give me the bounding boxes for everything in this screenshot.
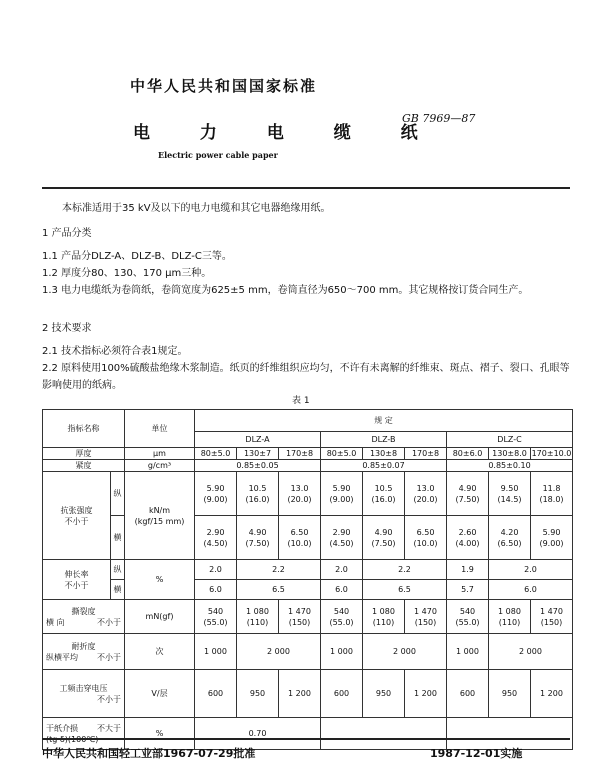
cell: 80±6.0: [447, 448, 489, 460]
cell: 1 000: [321, 634, 363, 670]
cell: 10.5 (16.0): [237, 472, 279, 516]
cell: 1 080 (110): [489, 600, 531, 634]
cell: 1 080 (110): [363, 600, 405, 634]
spec-table: [42, 409, 573, 750]
cell: 2 000: [363, 634, 447, 670]
row-unit: %: [125, 560, 195, 600]
row-label: 厚度: [43, 448, 125, 460]
effective-date: 1987-12-01实施: [430, 747, 523, 760]
cell: 10.5 (16.0): [363, 472, 405, 516]
cell: 4.90 (7.50): [363, 516, 405, 560]
document-title: 电 力 电 缆 纸: [133, 123, 440, 143]
row-label: [43, 634, 125, 670]
dielectric-name: 干纸介损: [46, 723, 78, 733]
cell: 4.20 (6.50): [489, 516, 531, 560]
cell: 6.50 (10.0): [405, 516, 447, 560]
row-label: 紧度: [43, 460, 125, 472]
row-label: [43, 560, 111, 600]
cell: 80±5.0: [195, 448, 237, 460]
cell: 2.90 (4.50): [195, 516, 237, 560]
cell: 80±5.0: [321, 448, 363, 460]
row-unit: 次: [125, 634, 195, 670]
cell: 4.90 (7.50): [447, 472, 489, 516]
cell: 5.90 (9.00): [321, 472, 363, 516]
grade-b: DLZ-B: [321, 432, 447, 448]
tensile-unit-alt: (kgf/15 mm): [134, 516, 185, 526]
cell: 13.0 (20.0): [279, 472, 321, 516]
elongation-sub: 不小于: [64, 580, 89, 590]
cell: 5.7: [447, 580, 489, 600]
cell: 2.90 (4.50): [321, 516, 363, 560]
cell: 540 (55.0): [321, 600, 363, 634]
footer-rule: [42, 738, 570, 740]
section-2-heading: 2 技术要求: [42, 323, 92, 334]
scope-paragraph: 本标准适用于35 kV及以下的电力电缆和其它电器绝缘用纸。: [62, 203, 331, 214]
breakdown-name: 工频击穿电压: [59, 683, 108, 693]
section-1-heading: 1 产品分类: [42, 228, 92, 239]
dielectric-top-row: [43, 723, 124, 734]
clause-1-1: 1.1 产品分DLZ-A、DLZ-B、DLZ-C三等。: [42, 251, 232, 262]
cell: 1 470 (150): [279, 600, 321, 634]
header-rule: [42, 187, 570, 189]
dir-cell: 横: [111, 516, 125, 560]
clause-1-2: 1.2 厚度分80、130、170 μm三种。: [42, 268, 212, 279]
cell: 600: [195, 670, 237, 718]
cell: 130±7: [237, 448, 279, 460]
cell: 2.0: [195, 560, 237, 580]
cell: 1.9: [447, 560, 489, 580]
dir-cell: 纵: [111, 560, 125, 580]
cell: 1 200: [405, 670, 447, 718]
dir-cell: 纵: [111, 472, 125, 516]
cell: 2.2: [237, 560, 321, 580]
cell: 4.90 (7.50): [237, 516, 279, 560]
approval-date: 中华人民共和国轻工业部1967-07-29批准: [42, 747, 256, 760]
cell: 170±8: [279, 448, 321, 460]
cell: 5.90 (9.00): [531, 516, 573, 560]
standard-number: GB 7969—87: [402, 112, 476, 125]
cell: 0.85±0.07: [321, 460, 447, 472]
cell: 600: [321, 670, 363, 718]
row-unit: [125, 472, 195, 560]
tensile-name: 抗张强度: [60, 505, 93, 515]
cell: 1 080 (110): [237, 600, 279, 634]
table-caption: 表 1: [292, 396, 310, 406]
cell: 11.8 (18.0): [531, 472, 573, 516]
issuer-header: 中华人民共和国国家标准: [130, 77, 318, 95]
cell: 6.5: [363, 580, 447, 600]
row-label: [43, 600, 125, 634]
grade-c: DLZ-C: [447, 432, 573, 448]
cell: 6.0: [489, 580, 573, 600]
tear-dir: 横 向: [46, 617, 65, 627]
elongation-name: 伸长率: [64, 569, 89, 579]
tear-sub: 不小于: [97, 617, 121, 627]
row-unit: g/cm³: [125, 460, 195, 472]
cell: 1 200: [531, 670, 573, 718]
header-unit-cell: 单位: [125, 410, 195, 448]
clause-1-3: 1.3 电力电缆纸为卷筒纸，卷筒宽度为625±5 mm，卷筒直径为650～700 mm。其它规格按订货合同生产。: [42, 285, 529, 296]
cell: 950: [489, 670, 531, 718]
header-name-cell: 指标名称: [43, 410, 125, 448]
dir-cell: 横: [111, 580, 125, 600]
cell: 130±8.0: [489, 448, 531, 460]
tear-name: 撕裂度: [71, 606, 96, 616]
tensile-unit: kN/m: [148, 505, 171, 515]
tear-sub-row: [43, 617, 124, 628]
cell: 600: [447, 670, 489, 718]
cell: 6.5: [237, 580, 321, 600]
cell: 2.0: [321, 560, 363, 580]
tensile-sub: 不小于: [64, 516, 89, 526]
cell: 6.50 (10.0): [279, 516, 321, 560]
cell: 2 000: [489, 634, 573, 670]
row-unit: %: [125, 718, 195, 750]
cell: 170±8: [405, 448, 447, 460]
fold-name2: 纵横平均: [46, 652, 78, 662]
cell-empty: [321, 718, 447, 750]
cell: 6.0: [321, 580, 363, 600]
cell: 2.60 (4.00): [447, 516, 489, 560]
cell: 2 000: [237, 634, 321, 670]
cell: 13.0 (20.0): [405, 472, 447, 516]
cell: 950: [363, 670, 405, 718]
cell: 9.50 (14.5): [489, 472, 531, 516]
cell: 1 000: [447, 634, 489, 670]
row-unit: V/层: [125, 670, 195, 718]
cell: 170±10.0: [531, 449, 572, 458]
cell: 1 470 (150): [531, 600, 573, 634]
clause-2-2: 2.2 原料使用100%硫酸盐绝缘木浆制造。纸页的纤维组织应均匀，不许有未离解的纤维束、斑点、褶子、裂口、孔眼等影响使用的纸病。: [42, 363, 570, 391]
cell: 1 470 (150): [405, 600, 447, 634]
english-title: Electric power cable paper: [158, 150, 278, 160]
cell: 950: [237, 670, 279, 718]
cell: 2.0: [489, 560, 573, 580]
dielectric-sub: 不大于: [97, 723, 121, 733]
fold-name: 耐折度: [71, 641, 96, 651]
breakdown-sub: 不小于: [97, 694, 121, 704]
fold-sub: 不小于: [97, 652, 121, 662]
cell: 1 200: [279, 670, 321, 718]
cell: 2.2: [363, 560, 447, 580]
cell: 0.85±0.10: [447, 460, 573, 472]
cell: 0.85±0.05: [195, 460, 321, 472]
grade-a: DLZ-A: [195, 432, 321, 448]
row-unit: μm: [125, 448, 195, 460]
cell: 6.0: [195, 580, 237, 600]
dielectric-name2: (tg δ)(100℃): [46, 734, 99, 744]
cell: 5.90 (9.00): [195, 472, 237, 516]
cell: 540 (55.0): [447, 600, 489, 634]
clause-2-1: 2.1 技术指标必须符合表1规定。: [42, 346, 188, 357]
cell: 130±8: [363, 448, 405, 460]
row-label: [43, 472, 111, 560]
fold-sub-row: [43, 652, 124, 663]
header-spec-cell: 规 定: [195, 410, 573, 432]
cell: 0.70: [195, 718, 321, 750]
row-unit: mN(gf): [125, 600, 195, 634]
row-label: [43, 670, 125, 718]
cell: 540 (55.0): [195, 600, 237, 634]
cell: 1 000: [195, 634, 237, 670]
